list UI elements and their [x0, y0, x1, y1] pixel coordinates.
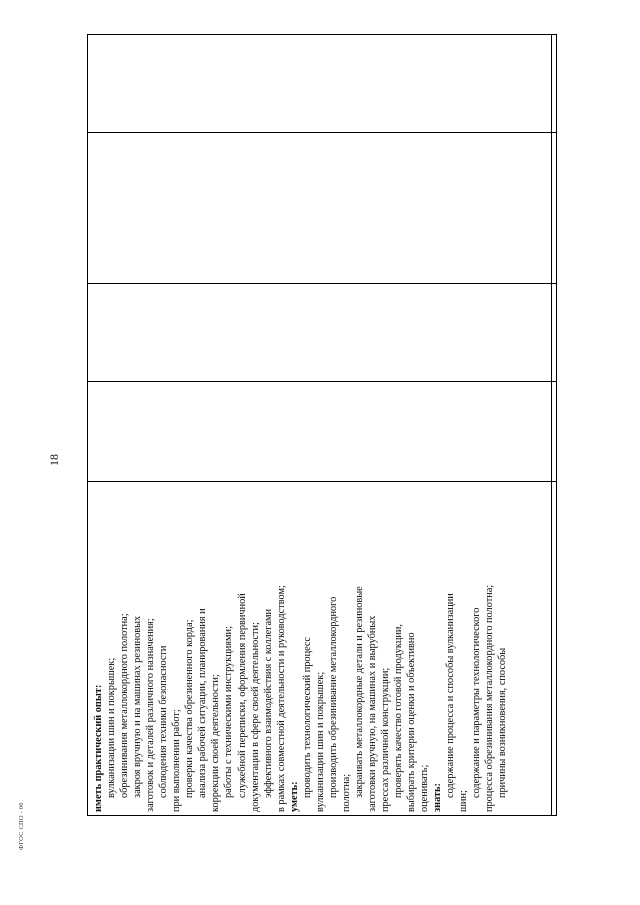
- section-heading: иметь практический опыт:: [93, 684, 104, 812]
- table-row-divider: [88, 283, 556, 284]
- footer-standard-label: ФГОС СПО - 06: [18, 802, 25, 850]
- text-line: проводить технологический процесс: [301, 636, 313, 798]
- text-line: служебной переписки, оформления первичной: [236, 593, 248, 798]
- text-line: содержание процесса и способы вулканизации: [445, 593, 457, 798]
- text-line: заготовки вручную, на машинах и вырубных: [366, 615, 378, 812]
- text-line: коррекции своей деятельности;: [210, 674, 222, 812]
- text-line: при выполнении работ;: [171, 709, 183, 812]
- text-line: закроя вручную и на машинах резиновых: [132, 615, 144, 798]
- text-line: работы с техническими инструкциями;: [223, 626, 235, 798]
- text-line: оценивать;: [419, 764, 431, 812]
- page-number: 18: [47, 454, 61, 466]
- text-line: шин;: [458, 790, 470, 812]
- text-line: соблюдения техники безопасности: [158, 645, 170, 798]
- section-heading: знать:: [432, 783, 444, 812]
- text-line: анализа рабочей ситуации, планирования и: [197, 608, 209, 798]
- requirements-cell-text: [92, 482, 557, 812]
- table-row-divider: [88, 381, 556, 382]
- text-line: полотна;: [340, 773, 352, 812]
- text-line: в рамках совместной деятельности и руководством;: [275, 585, 287, 812]
- text-line: документации в сфере своей деятельности;: [249, 622, 261, 812]
- table-row-divider: [88, 132, 556, 133]
- text-line: причины возникновения, способы: [497, 647, 509, 798]
- text-line: производить обрезинивание металлокордного: [327, 596, 339, 798]
- text-line: закраивать металлокордные детали и резиновые: [353, 586, 365, 798]
- text-line: проверять качество готовой продукции,: [393, 624, 405, 798]
- text-line: заготовок и деталей различного назначения;: [145, 618, 157, 812]
- text-line: эффективного взаимодействия с коллегами: [262, 608, 274, 798]
- section-heading: уметь:: [288, 781, 300, 812]
- text-line: процесса обрезинивания металлокордного полотна;: [484, 584, 496, 812]
- text-line: вулканизации шин и покрышек;: [314, 671, 326, 812]
- text-line: проверки качества обрезиненного корда;: [184, 619, 196, 798]
- text-line: выбирать критерии оценки и объективно: [406, 632, 418, 812]
- text-line: прессах различной конструкции;: [380, 667, 392, 812]
- text-line: обрезинивания металлокордного полотна;: [119, 613, 131, 798]
- text-line: вулканизации шин и покрышек;: [106, 657, 118, 798]
- text-line: содержание и параметры технологического: [471, 607, 483, 798]
